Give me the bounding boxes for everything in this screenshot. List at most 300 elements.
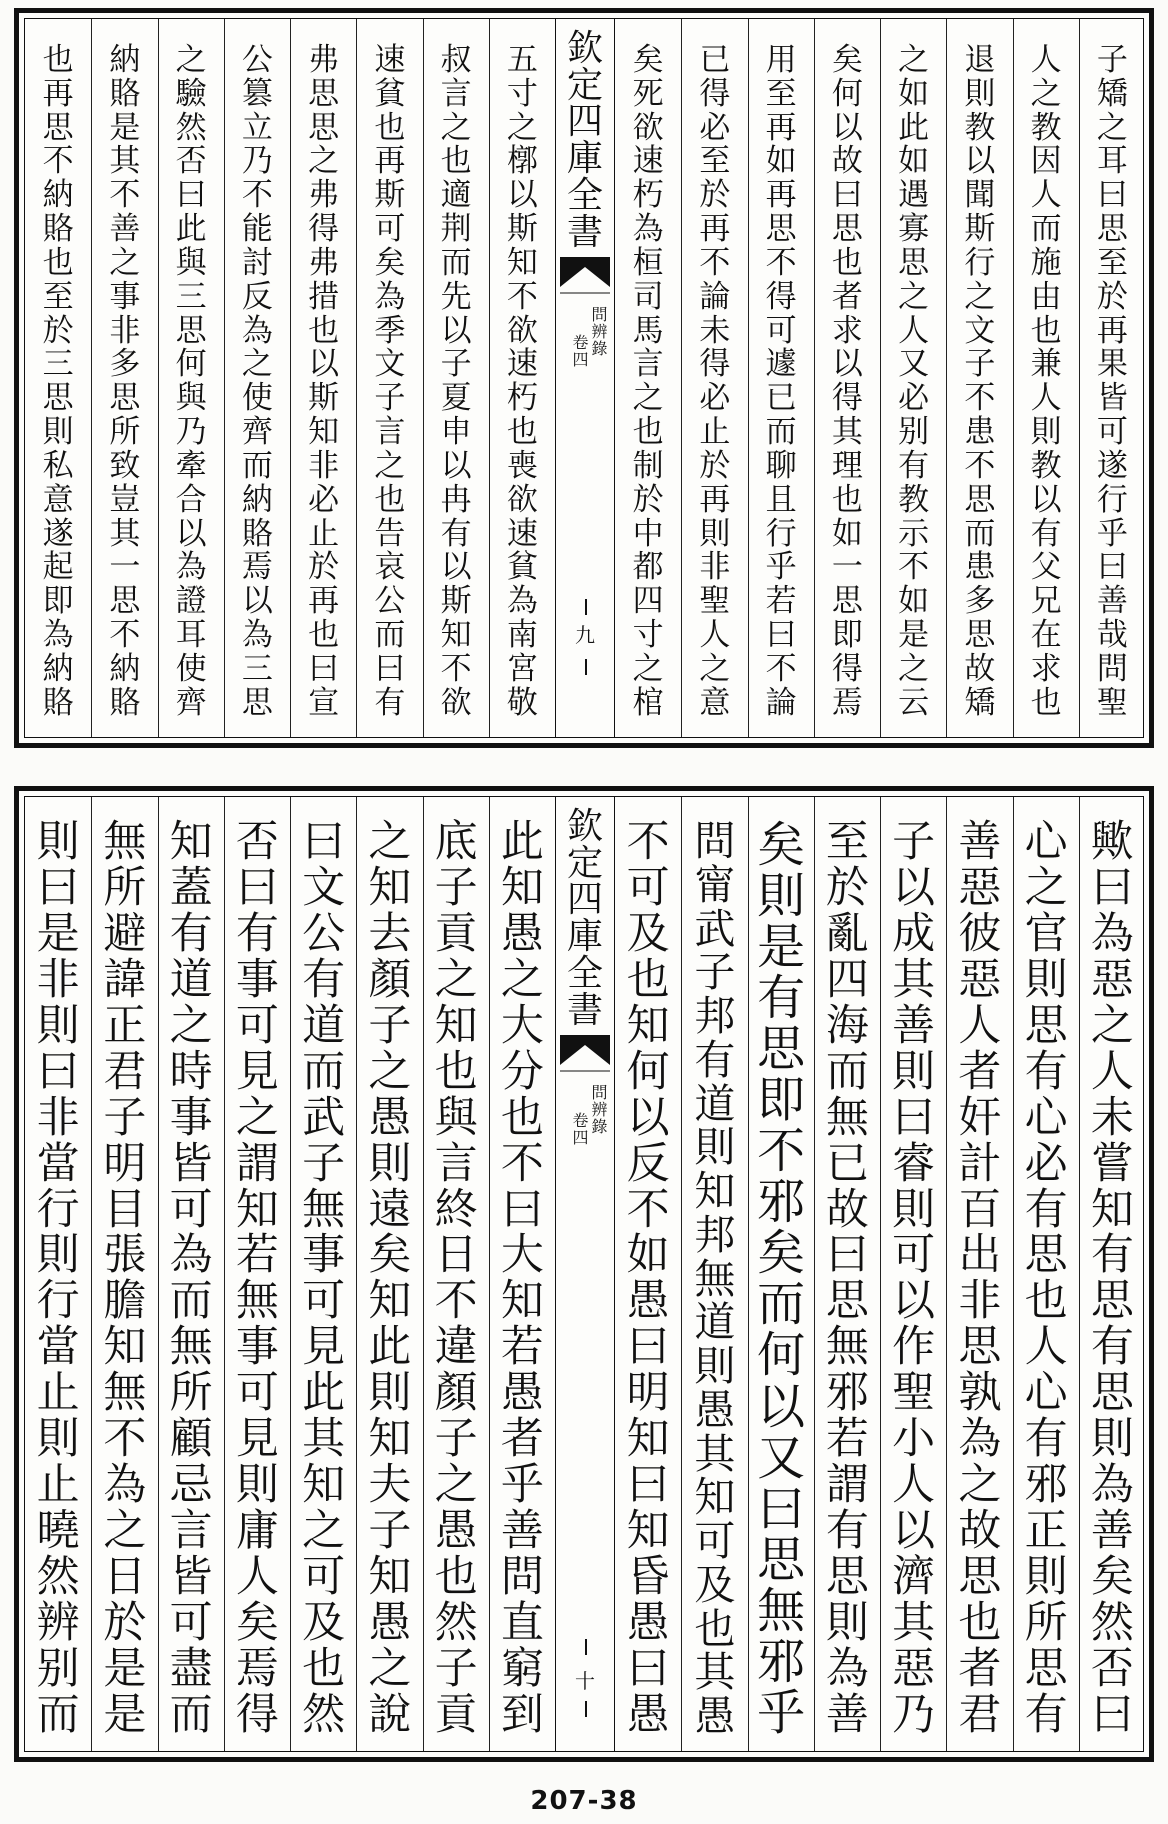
glyph: 曰 bbox=[892, 1092, 936, 1143]
title-glyph: 定 bbox=[566, 64, 603, 106]
glyph: 曰 bbox=[302, 817, 346, 867]
glyph: 人 bbox=[958, 1000, 1002, 1051]
fold-tick bbox=[585, 659, 587, 675]
glyph: 申 bbox=[440, 414, 472, 451]
glyph: 如 bbox=[626, 1230, 670, 1281]
glyph: 思 bbox=[109, 583, 141, 620]
glyph: 速 bbox=[506, 515, 538, 552]
glyph: 患 bbox=[964, 549, 996, 586]
glyph: 如 bbox=[898, 143, 930, 180]
glyph: 事 bbox=[169, 1092, 213, 1143]
glyph: 則 bbox=[1024, 954, 1068, 1005]
glyph: 可 bbox=[302, 1276, 346, 1327]
glyph: 所 bbox=[1024, 1597, 1068, 1648]
glyph: 為 bbox=[374, 278, 406, 315]
glyph: 而 bbox=[964, 515, 996, 552]
glyph: 求 bbox=[1030, 650, 1062, 687]
glyph: 可 bbox=[694, 1517, 736, 1565]
glyph: 論 bbox=[699, 278, 731, 315]
glyph: 道 bbox=[169, 954, 213, 1005]
glyph: 有 bbox=[374, 684, 406, 721]
text-column bbox=[91, 797, 157, 1751]
glyph: 人 bbox=[235, 1552, 279, 1602]
glyph: 則 bbox=[36, 1414, 80, 1465]
glyph: 武 bbox=[302, 1092, 346, 1143]
glyph: 邦 bbox=[694, 1210, 736, 1259]
glyph: 三 bbox=[175, 278, 207, 315]
glyph: 示 bbox=[898, 515, 930, 552]
center-fold bbox=[555, 19, 615, 737]
text-column bbox=[91, 19, 157, 737]
glyph: 朽 bbox=[632, 177, 664, 214]
glyph: 再 bbox=[765, 109, 797, 146]
glyph: 再 bbox=[308, 583, 340, 620]
glyph: 子 bbox=[964, 346, 996, 383]
glyph: 棺 bbox=[632, 684, 664, 721]
glyph: 而 bbox=[440, 244, 472, 281]
glyph: 為 bbox=[506, 583, 538, 620]
glyph: 善 bbox=[109, 211, 141, 248]
glyph: 賂 bbox=[109, 75, 141, 112]
glyph: 言 bbox=[374, 414, 406, 451]
glyph: 宮 bbox=[506, 650, 538, 687]
glyph: 賂 bbox=[109, 684, 141, 721]
glyph: 曰 bbox=[757, 1480, 806, 1537]
glyph: 之 bbox=[1096, 109, 1128, 146]
glyph: 若 bbox=[825, 1414, 869, 1465]
glyph: 曰 bbox=[36, 1046, 80, 1097]
volume-label-line: 問 辨 錄 bbox=[591, 305, 608, 358]
glyph: 時 bbox=[169, 1046, 213, 1097]
glyph: 之 bbox=[308, 143, 340, 180]
glyph: 無 bbox=[302, 1184, 346, 1235]
glyph: 曰 bbox=[825, 1230, 869, 1281]
glyph: 夏 bbox=[440, 380, 472, 417]
glyph: 知 bbox=[500, 862, 544, 913]
text-column bbox=[25, 19, 91, 737]
glyph: 已 bbox=[699, 42, 731, 78]
glyph: 人 bbox=[1030, 380, 1062, 417]
glyph: 討 bbox=[241, 244, 273, 281]
glyph: 即 bbox=[42, 583, 74, 620]
glyph: 則 bbox=[1090, 1414, 1134, 1465]
glyph: 無 bbox=[169, 1322, 213, 1373]
glyph: 朽 bbox=[506, 380, 538, 417]
glyph: 未 bbox=[699, 312, 731, 349]
glyph: 謂 bbox=[825, 1460, 869, 1511]
glyph: 愚 bbox=[500, 1368, 544, 1419]
glyph: 之 bbox=[632, 650, 664, 687]
glyph: 必 bbox=[898, 380, 930, 417]
glyph: 之 bbox=[440, 109, 472, 146]
glyph: 愚 bbox=[434, 1506, 478, 1557]
glyph: 何 bbox=[831, 75, 863, 112]
glyph: 止 bbox=[36, 1460, 80, 1511]
glyph: 知 bbox=[1090, 1184, 1134, 1235]
glyph: 之 bbox=[368, 1046, 412, 1097]
fold-tick bbox=[585, 599, 587, 615]
glyph: 中 bbox=[632, 515, 664, 552]
glyph: 荆 bbox=[440, 211, 472, 248]
glyph: 公 bbox=[302, 908, 346, 959]
text-column bbox=[1079, 19, 1145, 737]
glyph: 子 bbox=[434, 1414, 478, 1465]
glyph: 以 bbox=[831, 346, 863, 383]
glyph: 可 bbox=[169, 1597, 213, 1648]
text-column bbox=[290, 797, 356, 1751]
glyph: 再 bbox=[1096, 312, 1128, 349]
glyph: 知 bbox=[368, 1552, 412, 1602]
glyph: 致 bbox=[109, 447, 141, 484]
glyph: 無 bbox=[103, 1368, 147, 1419]
glyph: 目 bbox=[103, 1184, 147, 1235]
glyph: 作 bbox=[892, 1322, 936, 1373]
glyph: 思 bbox=[1090, 1368, 1134, 1419]
glyph: 言 bbox=[434, 1138, 478, 1189]
glyph: 不 bbox=[440, 650, 472, 687]
glyph: 為 bbox=[1090, 908, 1134, 959]
glyph: 所 bbox=[109, 414, 141, 451]
glyph: 曰 bbox=[235, 862, 279, 913]
glyph: 知 bbox=[626, 1506, 670, 1557]
page-number: 十 bbox=[575, 1669, 595, 1693]
glyph: 邪 bbox=[757, 1174, 806, 1231]
glyph: 否 bbox=[175, 143, 207, 180]
glyph: 貧 bbox=[374, 75, 406, 112]
glyph: 所 bbox=[169, 1368, 213, 1419]
title-glyph: 四 bbox=[566, 879, 603, 921]
glyph: 無 bbox=[235, 1276, 279, 1327]
glyph: 為 bbox=[103, 1460, 147, 1511]
glyph: 曰 bbox=[175, 177, 207, 214]
glyph: 止 bbox=[699, 414, 731, 451]
glyph: 遇 bbox=[898, 177, 930, 214]
glyph: 曰 bbox=[1096, 549, 1128, 586]
glyph: 大 bbox=[500, 1000, 544, 1051]
glyph: 之 bbox=[699, 650, 731, 687]
glyph: 有 bbox=[1090, 1230, 1134, 1281]
glyph: 故 bbox=[958, 1506, 1002, 1557]
glyph: 之 bbox=[1030, 75, 1062, 112]
glyph: 窮 bbox=[500, 1643, 544, 1694]
glyph: 曰 bbox=[626, 1460, 670, 1511]
title-glyph: 定 bbox=[566, 842, 603, 884]
glyph: 以 bbox=[831, 109, 863, 146]
glyph: 季 bbox=[374, 312, 406, 349]
glyph: 其 bbox=[109, 515, 141, 552]
glyph: 之 bbox=[964, 278, 996, 315]
glyph: 非 bbox=[36, 1092, 80, 1143]
glyph: 知 bbox=[169, 817, 213, 867]
glyph: 遽 bbox=[765, 346, 797, 383]
glyph: 至 bbox=[765, 75, 797, 112]
glyph: 之 bbox=[235, 1092, 279, 1143]
glyph: 惡 bbox=[892, 1643, 936, 1694]
glyph: 求 bbox=[831, 312, 863, 349]
glyph: 五 bbox=[506, 42, 538, 78]
glyph: 乃 bbox=[892, 1689, 936, 1740]
glyph: 聊 bbox=[765, 447, 797, 484]
glyph: 皆 bbox=[169, 1138, 213, 1189]
glyph: 聞 bbox=[964, 177, 996, 214]
glyph: 矯 bbox=[1096, 75, 1128, 112]
glyph: 於 bbox=[699, 447, 731, 484]
glyph: 昏 bbox=[626, 1552, 670, 1602]
glyph: 兄 bbox=[1030, 583, 1062, 620]
glyph: 子 bbox=[434, 862, 478, 913]
text-column bbox=[423, 19, 489, 737]
glyph: 納 bbox=[42, 650, 74, 687]
glyph: 得 bbox=[308, 211, 340, 248]
glyph: 心 bbox=[1024, 817, 1068, 867]
glyph: 再 bbox=[374, 143, 406, 180]
glyph: 斯 bbox=[506, 211, 538, 248]
glyph: 若 bbox=[500, 1322, 544, 1373]
glyph: 而 bbox=[765, 414, 797, 451]
glyph: 也 bbox=[434, 1046, 478, 1097]
glyph: 也 bbox=[831, 481, 863, 518]
glyph: 為 bbox=[241, 617, 273, 654]
glyph: 必 bbox=[1024, 1138, 1068, 1189]
glyph: 再 bbox=[42, 75, 74, 112]
glyph: 思 bbox=[42, 109, 74, 146]
glyph: 子 bbox=[434, 1643, 478, 1694]
glyph: 思 bbox=[175, 312, 207, 349]
glyph: 焉 bbox=[831, 684, 863, 721]
glyph: 公 bbox=[241, 42, 273, 78]
glyph: 邪 bbox=[757, 1633, 806, 1690]
glyph: 貧 bbox=[506, 549, 538, 586]
glyph: 思 bbox=[1090, 1276, 1134, 1327]
glyph: 已 bbox=[765, 380, 797, 417]
glyph: 言 bbox=[440, 75, 472, 112]
text-column bbox=[814, 19, 880, 737]
glyph: 也 bbox=[694, 1604, 736, 1653]
glyph: 則 bbox=[964, 75, 996, 112]
glyph: 人 bbox=[1030, 42, 1062, 78]
glyph: 曰 bbox=[500, 1184, 544, 1235]
glyph: 非 bbox=[36, 954, 80, 1005]
glyph: 大 bbox=[500, 1230, 544, 1281]
glyph: 子 bbox=[440, 346, 472, 383]
glyph: 欲 bbox=[440, 684, 472, 721]
glyph: 理 bbox=[831, 447, 863, 484]
text-column bbox=[814, 797, 880, 1751]
glyph: 以 bbox=[1030, 481, 1062, 518]
glyph: 非 bbox=[109, 312, 141, 349]
glyph: 有 bbox=[757, 970, 806, 1027]
glyph: 也 bbox=[626, 954, 670, 1005]
glyph: 之 bbox=[434, 954, 478, 1005]
glyph: 知 bbox=[434, 1000, 478, 1051]
glyph: 使 bbox=[175, 650, 207, 687]
glyph: 愚 bbox=[368, 1092, 412, 1143]
glyph: 無 bbox=[825, 1322, 869, 1373]
glyph: 不 bbox=[898, 549, 930, 586]
glyph: 邪 bbox=[825, 1368, 869, 1419]
glyph: 君 bbox=[103, 1046, 147, 1097]
glyph: 為 bbox=[632, 211, 664, 248]
volume-label-line: 卷 四 bbox=[572, 1111, 589, 1147]
glyph: 哀 bbox=[374, 549, 406, 586]
glyph: 矣 bbox=[757, 817, 806, 873]
glyph: 與 bbox=[434, 1092, 478, 1143]
glyph: 言 bbox=[632, 346, 664, 383]
book-title bbox=[556, 806, 614, 1031]
glyph: 必 bbox=[699, 380, 731, 417]
glyph: 道 bbox=[302, 1000, 346, 1051]
glyph: 思 bbox=[831, 211, 863, 248]
glyph: 違 bbox=[434, 1322, 478, 1373]
glyph: 之 bbox=[506, 109, 538, 146]
glyph: 心 bbox=[1024, 1092, 1068, 1143]
glyph: 於 bbox=[632, 481, 664, 518]
glyph: 此 bbox=[302, 1368, 346, 1419]
glyph: 底 bbox=[434, 817, 478, 867]
glyph: 分 bbox=[500, 1046, 544, 1097]
glyph: 故 bbox=[825, 1184, 869, 1235]
glyph: 顏 bbox=[434, 1368, 478, 1419]
glyph: 不 bbox=[42, 143, 74, 180]
glyph: 弗 bbox=[308, 42, 340, 78]
glyph: 知 bbox=[368, 1276, 412, 1327]
glyph: 有 bbox=[1024, 1414, 1068, 1465]
glyph: 不 bbox=[699, 244, 731, 281]
text-column bbox=[489, 797, 555, 1751]
glyph: 愚 bbox=[694, 1692, 736, 1740]
glyph: 即 bbox=[757, 1072, 806, 1129]
glyph: 證 bbox=[175, 583, 207, 620]
glyph: 公 bbox=[374, 583, 406, 620]
glyph: 計 bbox=[958, 1138, 1002, 1189]
glyph: 皆 bbox=[169, 1552, 213, 1602]
glyph: 善 bbox=[825, 1689, 869, 1740]
glyph: 論 bbox=[765, 684, 797, 721]
glyph: 彼 bbox=[958, 908, 1002, 959]
glyph: 於 bbox=[103, 1597, 147, 1648]
glyph: 則 bbox=[36, 817, 80, 867]
glyph: 直 bbox=[500, 1597, 544, 1648]
glyph: 思 bbox=[109, 380, 141, 417]
fold-tick bbox=[585, 1639, 587, 1655]
glyph: 知 bbox=[440, 617, 472, 654]
glyph: 立 bbox=[241, 109, 273, 146]
glyph: 說 bbox=[368, 1689, 412, 1740]
glyph: 得 bbox=[765, 278, 797, 315]
glyph: 思 bbox=[958, 1322, 1002, 1373]
glyph: 愚 bbox=[500, 908, 544, 959]
glyph: 則 bbox=[757, 868, 806, 925]
glyph: 然 bbox=[36, 1552, 80, 1602]
glyph: 邦 bbox=[694, 992, 736, 1040]
glyph: 則 bbox=[825, 1597, 869, 1648]
glyph: 是 bbox=[36, 908, 80, 959]
glyph: 之 bbox=[958, 1460, 1002, 1511]
glyph: 邪 bbox=[1024, 1460, 1068, 1511]
glyph: 多 bbox=[109, 346, 141, 383]
glyph: 三 bbox=[241, 650, 273, 687]
glyph: 有 bbox=[1024, 1689, 1068, 1740]
glyph: 文 bbox=[302, 862, 346, 913]
text-column bbox=[489, 19, 555, 737]
glyph: 再 bbox=[699, 481, 731, 518]
glyph: 其 bbox=[109, 143, 141, 180]
glyph: 而 bbox=[757, 1276, 806, 1333]
glyph: 齊 bbox=[175, 684, 207, 721]
glyph: 納 bbox=[109, 42, 141, 78]
glyph: 以 bbox=[440, 447, 472, 484]
glyph: 之 bbox=[434, 1460, 478, 1511]
glyph: 宣 bbox=[308, 684, 340, 721]
glyph: 哉 bbox=[1096, 617, 1128, 654]
glyph: 也 bbox=[302, 1643, 346, 1694]
glyph: 也 bbox=[434, 1552, 478, 1602]
glyph: 甯 bbox=[694, 860, 736, 909]
glyph: 為 bbox=[1090, 1460, 1134, 1511]
glyph: 是 bbox=[898, 617, 930, 654]
text-column bbox=[1013, 19, 1079, 737]
glyph: 謂 bbox=[235, 1138, 279, 1189]
glyph: 也 bbox=[632, 414, 664, 451]
fish-tail-mark bbox=[560, 257, 610, 295]
glyph: 矣 bbox=[831, 42, 863, 78]
glyph: 耳 bbox=[1096, 143, 1128, 180]
glyph: 乎 bbox=[1096, 515, 1128, 552]
glyph: 曰 bbox=[1096, 177, 1128, 214]
glyph: 也 bbox=[1024, 1276, 1068, 1327]
glyph: 無 bbox=[694, 1254, 736, 1303]
title-glyph: 庫 bbox=[566, 916, 603, 958]
glyph: 貢 bbox=[434, 908, 478, 959]
glyph: 有 bbox=[1090, 1322, 1134, 1373]
text-column bbox=[681, 797, 747, 1751]
glyph: 以 bbox=[757, 1378, 806, 1435]
glyph: 去 bbox=[368, 908, 412, 959]
glyph: 否 bbox=[1090, 1643, 1134, 1694]
glyph: 意 bbox=[699, 684, 731, 721]
title-glyph: 欽 bbox=[566, 28, 603, 69]
glyph: 已 bbox=[825, 1138, 869, 1189]
glyph: 善 bbox=[1096, 583, 1128, 620]
page-number: 九 bbox=[575, 623, 595, 647]
glyph: 文 bbox=[374, 346, 406, 383]
title-glyph: 庫 bbox=[566, 138, 603, 180]
glyph: 賂 bbox=[42, 211, 74, 248]
glyph: 知 bbox=[302, 1460, 346, 1511]
glyph: 如 bbox=[765, 143, 797, 180]
glyph: 馬 bbox=[632, 312, 664, 349]
glyph: 何 bbox=[626, 1046, 670, 1097]
glyph: 之 bbox=[1090, 1000, 1134, 1051]
glyph: 遂 bbox=[1096, 447, 1128, 484]
glyph: 為 bbox=[958, 1414, 1002, 1465]
glyph: 父 bbox=[1030, 549, 1062, 586]
glyph: 日 bbox=[434, 1230, 478, 1281]
glyph: 而 bbox=[36, 1689, 80, 1740]
glyph: 蓋 bbox=[169, 862, 213, 913]
glyph: 思 bbox=[42, 380, 74, 417]
glyph: 至 bbox=[699, 143, 731, 180]
glyph: 教 bbox=[1030, 109, 1062, 146]
glyph: 以 bbox=[308, 346, 340, 383]
glyph: 思 bbox=[964, 617, 996, 654]
glyph: 之 bbox=[241, 346, 273, 383]
fish-tail-mark bbox=[560, 1035, 610, 1073]
glyph: 有 bbox=[169, 908, 213, 959]
glyph: 三 bbox=[42, 346, 74, 383]
glyph: 如 bbox=[831, 515, 863, 552]
glyph: 不 bbox=[626, 817, 670, 867]
